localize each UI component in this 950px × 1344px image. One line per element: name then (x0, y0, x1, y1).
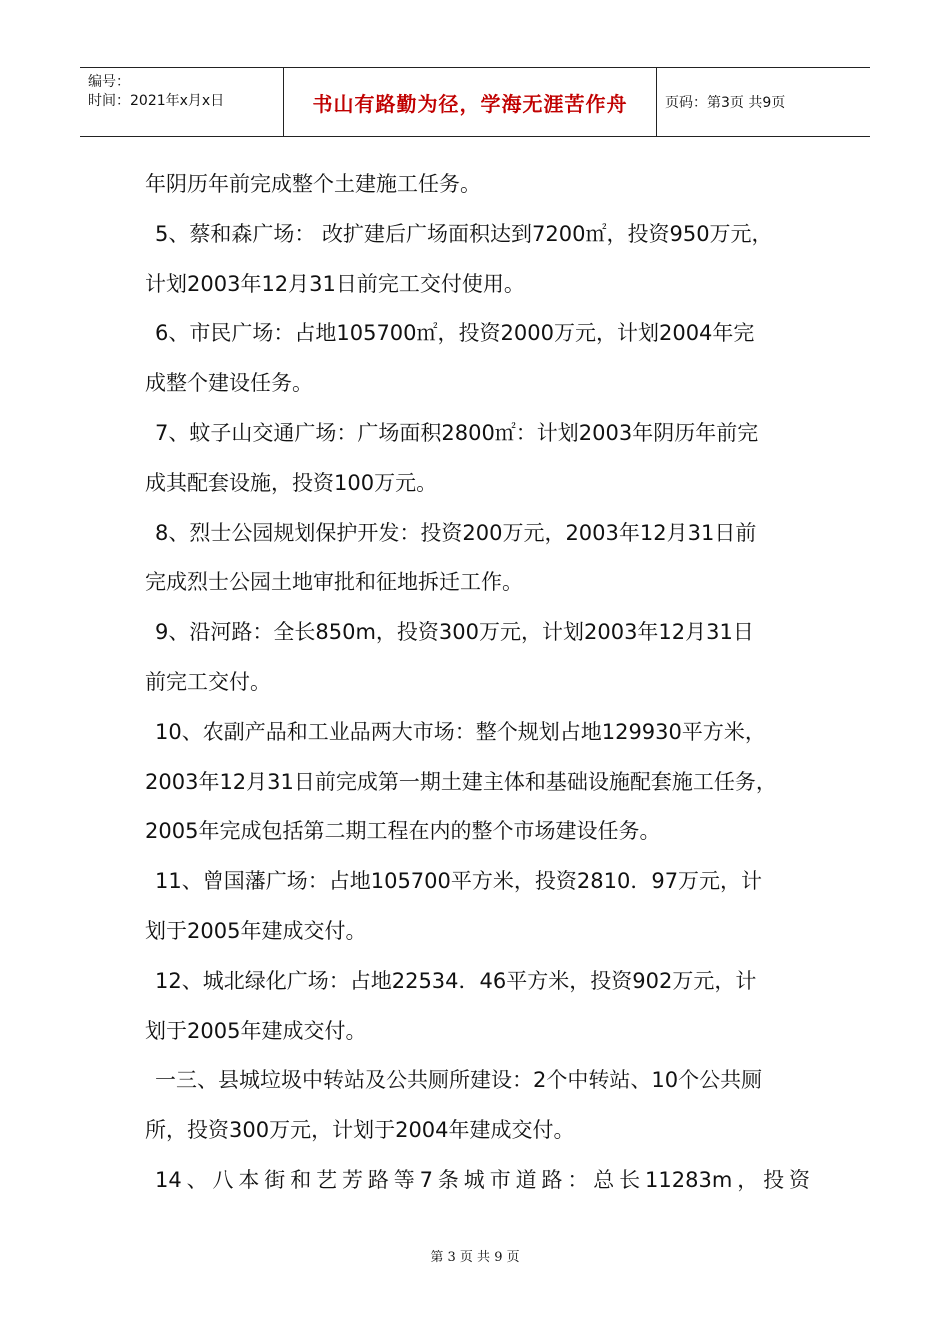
page-header (80, 67, 870, 137)
text-line: 9、沿河路：全长850m，投资300万元，计划2003年12月31日 (155, 620, 754, 645)
header-meta-cell (80, 68, 284, 136)
page-footer: 第 3 页 共 9 页 (430, 1250, 520, 1265)
document-number-label: 编号： (88, 74, 130, 90)
header-page-info: 页码：第3页 共9页 (665, 95, 786, 111)
text-line: 11、曾国藩广场：占地105700平方米，投资2810．97万元，计 (155, 869, 763, 894)
text-line: 5、蔡和森广场： 改扩建后广场面积达到7200㎡，投资950万元， (155, 221, 773, 246)
text-line: 一三、县城垃圾中转站及公共厕所建设：2个中转站、10个公共厕 (155, 1068, 763, 1093)
document-body (145, 160, 810, 1206)
text-line: 2003年12月31日前完成第一期土建主体和基础设施配套施工任务， (145, 769, 777, 794)
text-line: 完成烈士公园土地审批和征地拆迁工作。 (145, 570, 523, 595)
header-page-cell (657, 68, 870, 136)
text-line: 8、烈士公园规划保护开发：投资200万元，2003年12月31日前 (155, 520, 757, 545)
text-line: 计划2003年12月31日前完工交付使用。 (145, 271, 525, 296)
text-line: 10、农副产品和工业品两大市场：整个规划占地129930平方米， (155, 719, 766, 744)
header-motto: 书山有路勤为径，学海无涯苦作舟 (312, 91, 628, 116)
header-motto-cell (284, 68, 657, 136)
text-line: 划于2005年建成交付。 (145, 1018, 367, 1043)
text-line: 2005年完成包括第二期工程在内的整个市场建设任务。 (145, 819, 661, 844)
document-time-label: 时间：2021年x月x日 (88, 93, 225, 109)
text-line: 前完工交付。 (145, 669, 271, 694)
text-line: 年阴历年前完成整个土建施工任务。 (145, 172, 481, 196)
text-line: 成其配套设施，投资100万元。 (145, 470, 438, 495)
text-line: 划于2005年建成交付。 (145, 918, 367, 943)
text-line: 成整个建设任务。 (145, 371, 313, 396)
text-line: 12、城北绿化广场：占地22534．46平方米，投资902万元，计 (155, 968, 757, 993)
text-line: 6、市民广场：占地105700㎡，投资2000万元，计划2004年完 (155, 321, 755, 346)
text-line: 所，投资300万元，计划于2004年建成交付。 (145, 1118, 575, 1143)
text-line: 7、蚊子山交通广场：广场面积2800㎡：计划2003年阴历年前完 (155, 420, 759, 445)
text-line: 14、八本街和艺芳路等7条城市道路：总长11283m，投资 (155, 1167, 810, 1192)
